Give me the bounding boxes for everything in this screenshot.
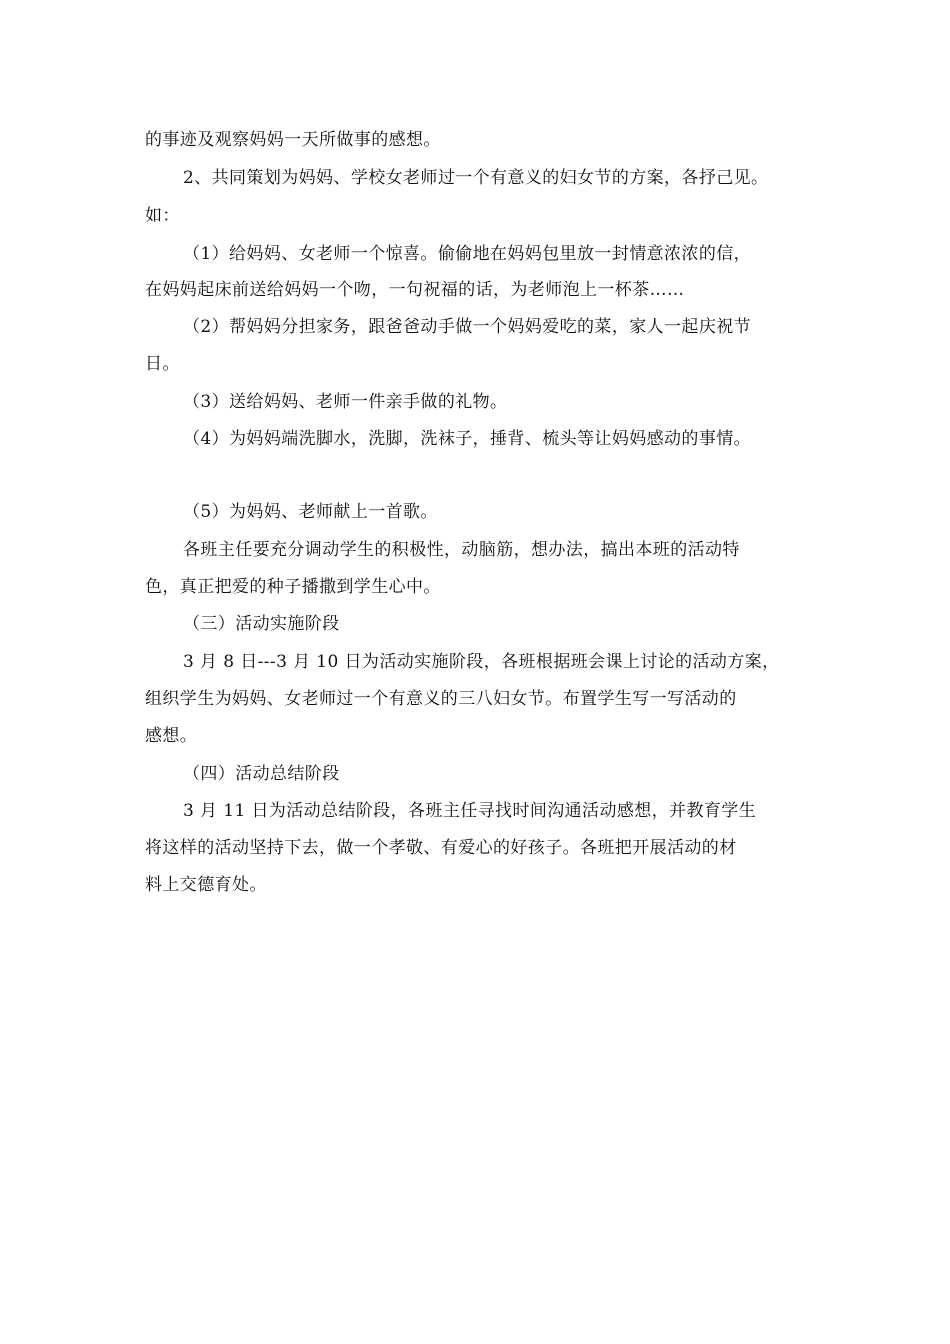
text-line-12: 色，真正把爱的种子播撒到学生心中。 (145, 577, 441, 597)
text-line-8: （3）送给妈妈、老师一件亲手做的礼物。 (183, 392, 508, 412)
text-line-2: 2、共同策划为妈妈、学校女老师过一个有意义的妇女节的方案，各抒己见。 (183, 168, 769, 188)
text-line-16: 感想。 (145, 726, 198, 746)
text-line-11: 各班主任要充分调动学生的积极性，动脑筋，想办法，搞出本班的活动特 (183, 540, 740, 560)
text-line-1: 的事迹及观察妈妈一天所做事的感想。 (145, 130, 441, 150)
text-line-10: （5）为妈妈、老师献上一首歌。 (183, 502, 438, 522)
text-line-6: （2）帮妈妈分担家务，跟爸爸动手做一个妈妈爱吃的菜，家人一起庆祝节 (183, 317, 752, 337)
text-line-4: （1）给妈妈、女老师一个惊喜。偷偷地在妈妈包里放一封情意浓浓的信， (183, 244, 752, 264)
text-line-5: 在妈妈起床前送给妈妈一个吻，一句祝福的话，为老师泡上一杯茶…… (145, 280, 685, 300)
section-heading-implementation: （三）活动实施阶段 (183, 614, 340, 634)
text-line-20: 料上交德育处。 (145, 875, 267, 895)
text-line-19: 将这样的活动坚持下去，做一个孝敬、有爱心的好孩子。各班把开展活动的材 (145, 838, 737, 858)
text-line-14: 3 月 8 日---3 月 10 日为活动实施阶段，各班根据班会课上讨论的活动方案， (183, 652, 780, 672)
section-heading-summary: （四）活动总结阶段 (183, 764, 340, 784)
text-line-15: 组织学生为妈妈、女老师过一个有意义的三八妇女节。布置学生写一写活动的 (145, 689, 737, 709)
text-line-3: 如： (145, 206, 180, 226)
text-line-7: 日。 (145, 354, 180, 374)
text-line-9: （4）为妈妈端洗脚水，洗脚，洗袜子，捶背、梳头等让妈妈感动的事情。 (183, 429, 752, 449)
text-line-18: 3 月 11 日为活动总结阶段，各班主任寻找时间沟通活动感想，并教育学生 (183, 801, 757, 821)
